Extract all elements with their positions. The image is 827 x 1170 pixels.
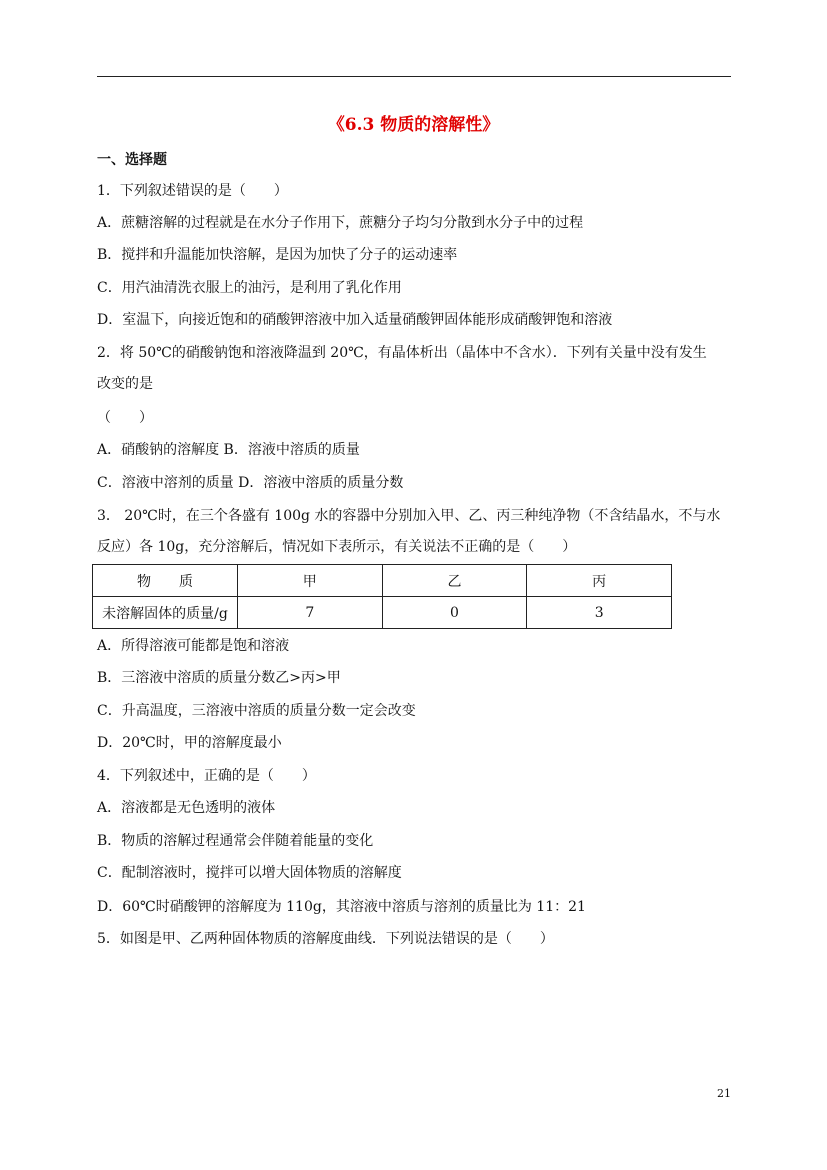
table-header-cell: 甲 (237, 565, 382, 597)
q1-option-b: B．搅拌和升温能加快溶解，是因为加快了分子的运动速率 (97, 247, 458, 263)
q3-option-a: A．所得溶液可能都是饱和溶液 (97, 638, 290, 654)
solubility-table (92, 564, 672, 629)
q1-option-d: D．室温下，向接近饱和的硝酸钾溶液中加入适量硝酸钾固体能形成硝酸钾饱和溶液 (97, 312, 613, 328)
table-header-cell: 乙 (382, 565, 527, 597)
page-title: 《6.3 物质的溶解性》 (327, 115, 500, 135)
q3-stem: 3． 20℃时，在三个各盛有 100g 水的容器中分别加入甲、乙、丙三种纯净物（不含结晶水，不与水 (97, 508, 721, 524)
q5-stem: 5．如图是甲、乙两种固体物质的溶解度曲线．下列说法错误的是（ ） (97, 931, 554, 947)
q1-option-c: C．用汽油清洗衣服上的油污，是利用了乳化作用 (97, 280, 402, 296)
section-heading: 一、选择题 (97, 152, 167, 168)
table-cell: 未溶解固体的质量/g (93, 597, 238, 629)
q3-option-c: C．升高温度，三溶液中溶质的质量分数一定会改变 (97, 703, 416, 719)
table-row (93, 597, 672, 629)
table-header-cell: 物 质 (93, 565, 238, 597)
q4-stem: 4．下列叙述中，正确的是（ ） (97, 768, 316, 784)
q3-option-d: D．20℃时，甲的溶解度最小 (97, 735, 282, 751)
q2-options-ab: A．硝酸钠的溶解度 B．溶液中溶质的质量 (97, 442, 360, 458)
table-cell: 3 (527, 597, 672, 629)
header-rule (97, 76, 731, 77)
table-row (93, 565, 672, 597)
table-cell: 7 (237, 597, 382, 629)
table-header-cell: 丙 (527, 565, 672, 597)
q1-stem: 1．下列叙述错误的是（ ） (97, 183, 288, 199)
q2-stem-cont: 改变的是 (97, 376, 153, 392)
table-cell: 0 (382, 597, 527, 629)
q2-blank: （ ） (97, 410, 153, 426)
q4-option-c: C．配制溶液时，搅拌可以增大固体物质的溶解度 (97, 865, 402, 881)
q4-option-a: A．溶液都是无色透明的液体 (97, 800, 276, 816)
page-number: 21 (717, 1087, 731, 1100)
q3-option-b: B．三溶液中溶质的质量分数乙>丙>甲 (97, 670, 341, 686)
q4-option-b: B．物质的溶解过程通常会伴随着能量的变化 (97, 833, 374, 849)
q2-options-cd: C．溶液中溶剂的质量 D．溶液中溶质的质量分数 (97, 475, 404, 491)
q1-option-a: A．蔗糖溶解的过程就是在水分子作用下，蔗糖分子均匀分散到水分子中的过程 (97, 215, 584, 231)
q4-option-d: D．60℃时硝酸钾的溶解度为 110g，其溶液中溶质与溶剂的质量比为 11：21 (97, 899, 586, 915)
q3-stem-cont: 反应）各 10g，充分溶解后，情况如下表所示，有关说法不正确的是（ ） (97, 539, 577, 555)
q2-stem: 2．将 50℃的硝酸钠饱和溶液降温到 20℃，有晶体析出（晶体中不含水）．下列有关量中没有发生 (97, 345, 707, 361)
